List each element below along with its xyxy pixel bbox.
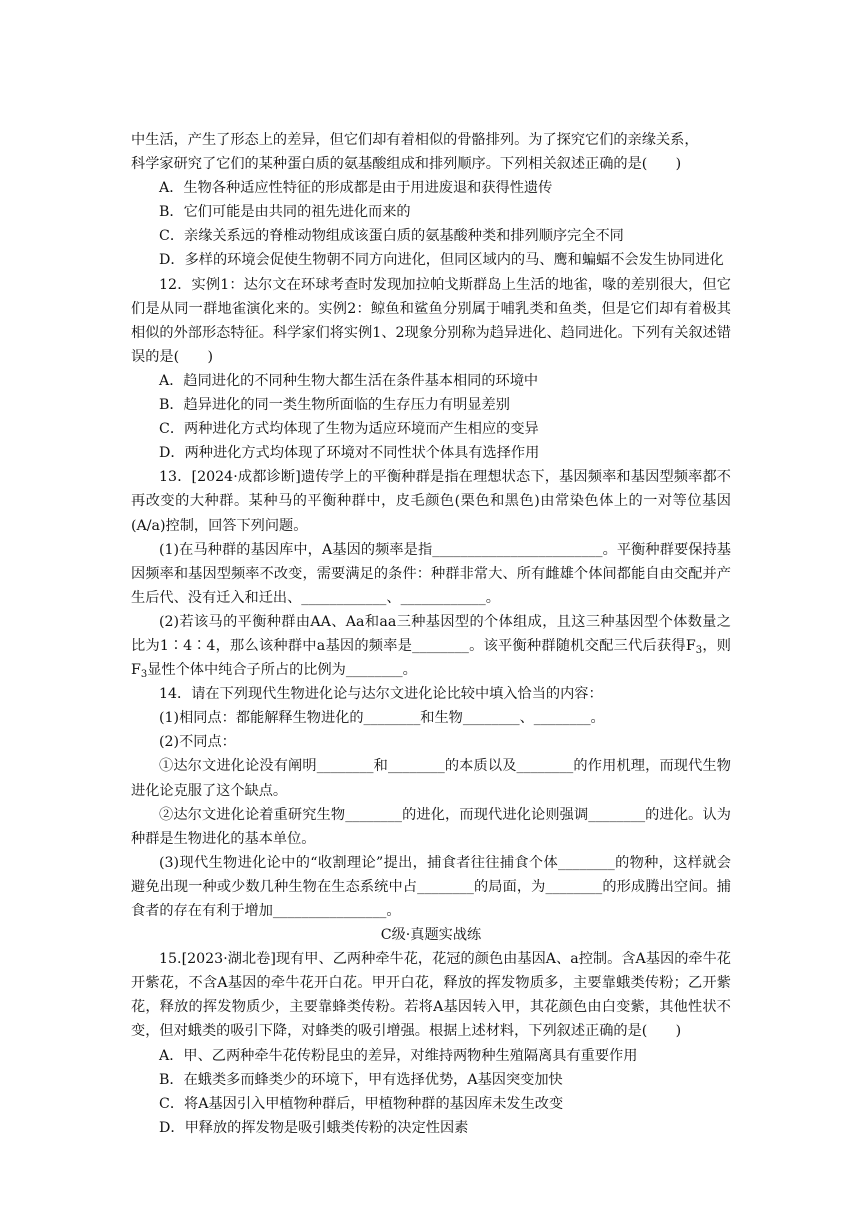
q12-option-b: B．趋异进化的同一类生物所面临的生存压力有明显差别 — [159, 397, 510, 414]
q11-option-d: D．多样的环境会促使生物朝不同方向进化，但同区域内的马、鹰和蝙蝠不会发生协同进化 — [159, 252, 724, 269]
worksheet-page — [131, 128, 731, 1140]
q14-part2a: ①达尔文进化论没有阐明________和________的本质以及________的作用机理，而现代生物进化论克服了这个缺点。 — [131, 758, 731, 799]
q11-option-b: B．它们可能是由共同的祖先进化而来的 — [159, 204, 411, 221]
q11-option-c: C．亲缘关系远的脊椎动物组成该蛋白质的氨基酸种类和排列顺序完全不同 — [159, 228, 624, 245]
q14-part1: (1)相同点：都能解释生物进化的________和生物________、________。 — [159, 710, 605, 727]
q15-option-d: D．甲释放的挥发物是吸引蛾类传粉的决定性因素 — [159, 1119, 469, 1136]
q11-stem-line1: 中生活，产生了形态上的差异，但它们却有着相似的骨骼排列。为了探究它们的亲缘关系， — [131, 132, 699, 148]
q11-option-a: A．生物各种适应性特征的形成都是由于用进废退和获得性遗传 — [159, 180, 553, 197]
q13-part2-sub1: 3 — [695, 644, 703, 656]
q15-option-c: C．将A基因引入甲植物种群后，甲植物种群的基因库未发生改变 — [159, 1095, 564, 1112]
q14-part2b: ②达尔文进化论着重研究生物________的进化，而现代进化论则强调________的进化。认为种群是生物进化的基本单位。 — [131, 806, 731, 847]
q15-stem: 15.[2023·湖北卷]现有甲、乙两种牵牛花，花冠的颜色由基因A、a控制。含A基因的牵牛花开紫花，不含A基因的牵牛花开白花。甲开白花，释放的挥发物质多，主要靠蛾类传粉；乙开紫花，释放的挥发物质少，主要靠蜂类传粉。若将A基因转入甲，其花颜色由白变紫，其他性状不变，但对蛾类的吸引下降，对蜂类的吸引增强。根据上述材料，下列叙述正确的是( ) — [131, 951, 731, 1040]
q13-part2 — [131, 610, 731, 682]
q14-stem: 14．请在下列现代生物进化论与达尔文进化论比较中填入恰当的内容： — [159, 686, 603, 703]
q11-stem-line2: 科学家研究了它们的某种蛋白质的氨基酸组成和排列顺序。下列相关叙述正确的是( ) — [131, 156, 682, 173]
q13-stem: 13．[2024·成都诊断]遗传学上的平衡种群是指在理想状态下，基因频率和基因型频率都不再改变的大种群。某种马的平衡种群中，皮毛颜色(栗色和黑色)由常染色体上的一对等位基因(A/a)控制，回答下列问题。 — [131, 469, 731, 534]
q12-option-d: D．两种进化方式均体现了环境对不同性状个体具有选择作用 — [159, 445, 540, 462]
q13-part2-text-b: ，则F — [131, 637, 731, 679]
q13-part2-text-c: 显性个体中纯合子所占的比例为________。 — [147, 662, 417, 679]
section-heading-c: C级·真题实战练 — [380, 927, 482, 944]
q15-option-a: A．甲、乙两种牵牛花传粉昆虫的差异，对维持两物种生殖隔离具有重要作用 — [159, 1047, 638, 1064]
q12-option-c: C．两种进化方式均体现了生物为适应环境而产生相应的变异 — [159, 421, 539, 438]
q15-option-b: B．在蛾类多而蜂类少的环境下，甲有选择优势，A基因突变加快 — [159, 1071, 563, 1088]
q12-option-a: A．趋同进化的不同种生物大都生活在条件基本相同的环境中 — [159, 372, 539, 389]
q12-stem: 12．实例1：达尔文在环球考查时发现加拉帕戈斯群岛上生活的地雀，喙的差别很大，但它们是从同一群地雀演化来的。实例2：鲸鱼和鲨鱼分别属于哺乳类和鱼类，但是它们却有着极其相似的外部形态特征。科学家们将实例1、2现象分别称为趋异进化、趋同进化。下列有关叙述错误的是( ) — [131, 276, 731, 365]
q14-part3: (3)现代生物进化论中的“收割理论”提出，捕食者往往捕食个体________的物种，这样就会避免出现一种或少数几种生物在生态系统中占________的局面，为________的形成腾出空间。捕食者的存在有利于增加________________。 — [131, 854, 731, 919]
q13-part1: (1)在马种群的基因库中，A基因的频率是指________________________。平衡种群要保持基因频率和基因型频率不改变，需要满足的条件：种群非常大、所有雌雄个体间都能自由交配并产生后代、没有迁入和迁出、____________、____________。 — [131, 541, 731, 606]
q13-part2-sub2: 3 — [140, 669, 148, 681]
q13-part2-text-a: (2)若该马的平衡种群由AA、Aa和aa三种基因型的个体组成，且这三种基因型个体数量之比为1∶4∶4，那么该种群中a基因的频率是________。该平衡种群随机交配三代后获得F — [131, 613, 731, 654]
q14-part2: (2)不同点： — [159, 734, 236, 751]
